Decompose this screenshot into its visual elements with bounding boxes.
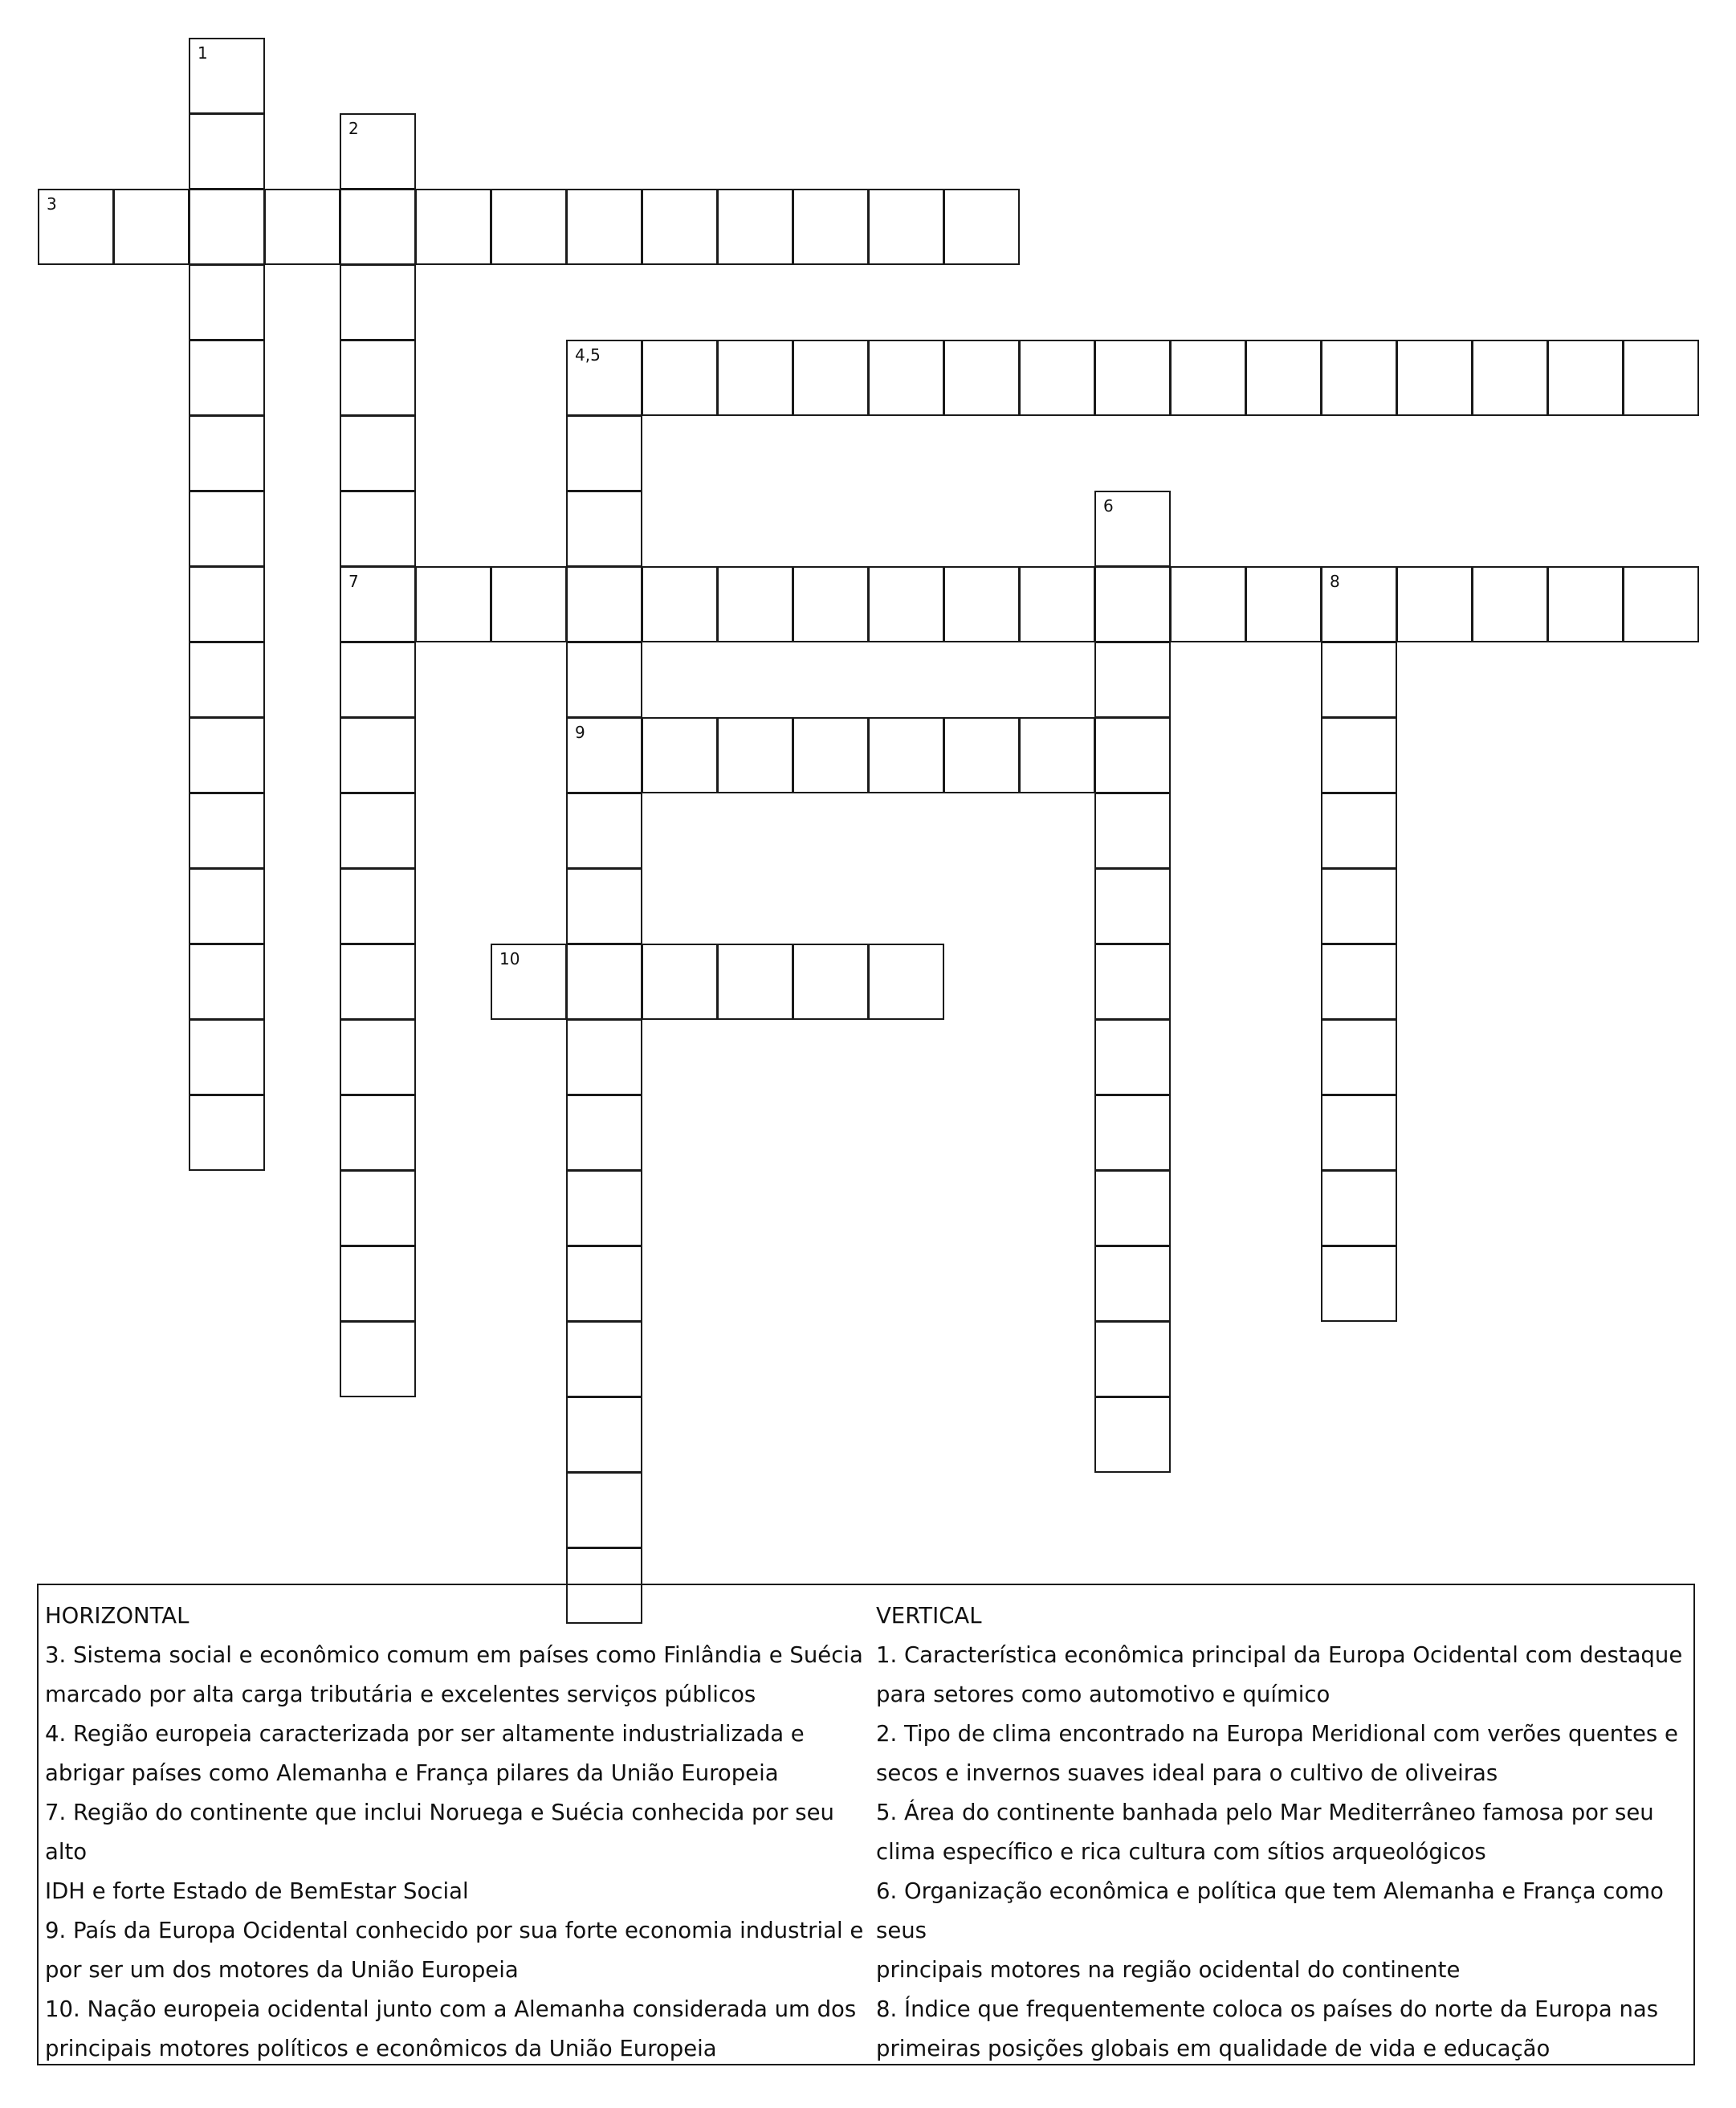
grid-cell[interactable]	[189, 340, 265, 416]
clue-number: 4,5	[575, 345, 601, 365]
grid-cell[interactable]	[1321, 944, 1397, 1020]
grid-cell[interactable]	[1321, 1019, 1397, 1095]
grid-cell[interactable]	[189, 415, 265, 491]
grid-cell[interactable]	[189, 491, 265, 567]
clue-line: 9. País da Europa Ocidental conhecido por sua forte economia industrial e	[45, 1918, 864, 1943]
grid-cell[interactable]	[1094, 1095, 1171, 1171]
grid-cell[interactable]	[566, 944, 642, 1020]
grid-cell[interactable]	[566, 566, 642, 642]
grid-cell[interactable]	[642, 189, 718, 265]
grid-cell[interactable]	[566, 1321, 642, 1397]
grid-cell[interactable]	[566, 793, 642, 869]
clue-line: 3. Sistema social e econômico comum em países como Finlândia e Suécia	[45, 1642, 863, 1668]
grid-cell[interactable]	[1094, 944, 1171, 1020]
grid-cell[interactable]	[189, 944, 265, 1020]
grid-cell[interactable]	[793, 717, 869, 793]
vertical-heading: VERTICAL	[876, 1603, 982, 1629]
grid-cell[interactable]	[566, 491, 642, 567]
grid-cell[interactable]	[340, 189, 416, 265]
grid-cell[interactable]	[566, 1170, 642, 1246]
grid-cell[interactable]	[340, 1019, 416, 1095]
grid-cell[interactable]	[491, 944, 567, 1020]
grid-cell[interactable]	[189, 38, 265, 114]
grid-cell[interactable]	[189, 1019, 265, 1095]
grid-cell[interactable]	[340, 1170, 416, 1246]
grid-cell[interactable]	[1094, 793, 1171, 869]
grid-cell[interactable]	[1623, 566, 1699, 642]
clue-line: IDH e forte Estado de BemEstar Social	[45, 1878, 469, 1904]
clue-line: 1. Característica econômica principal da Europa Ocidental com destaque	[876, 1642, 1683, 1668]
grid-cell[interactable]	[717, 189, 793, 265]
grid-cell[interactable]	[1094, 1321, 1171, 1397]
clue-line: 4. Região europeia caracterizada por ser altamente industrializada e	[45, 1721, 805, 1747]
grid-cell[interactable]	[943, 717, 1020, 793]
clue-line: marcado por alta carga tributária e excelentes serviços públicos	[45, 1682, 756, 1707]
grid-cell[interactable]	[868, 717, 944, 793]
grid-cell[interactable]	[1547, 566, 1624, 642]
grid-cell[interactable]	[415, 566, 491, 642]
grid-cell[interactable]	[1019, 717, 1095, 793]
grid-cell[interactable]	[189, 868, 265, 944]
grid-cell[interactable]	[1094, 1170, 1171, 1246]
grid-cell[interactable]	[340, 1321, 416, 1397]
clue-number: 9	[575, 723, 585, 742]
grid-cell[interactable]	[566, 642, 642, 718]
clue-number: 1	[198, 43, 208, 63]
grid-cell[interactable]	[642, 566, 718, 642]
grid-cell[interactable]	[566, 1095, 642, 1171]
grid-cell[interactable]	[1321, 868, 1397, 944]
clues-box	[37, 1584, 1695, 2065]
clue-line: 7. Região do continente que inclui Noruega e Suécia conhecida por seu alto	[45, 1800, 834, 1865]
grid-cell[interactable]	[340, 415, 416, 491]
grid-cell[interactable]	[868, 566, 944, 642]
grid-cell[interactable]	[1547, 340, 1624, 416]
grid-cell[interactable]	[1094, 1396, 1171, 1473]
grid-cell[interactable]	[1321, 717, 1397, 793]
vertical-clues	[876, 1596, 1695, 2069]
grid-cell[interactable]	[264, 189, 340, 265]
grid-cell[interactable]	[642, 944, 718, 1020]
grid-cell[interactable]	[642, 340, 718, 416]
grid-cell[interactable]	[189, 566, 265, 642]
grid-cell[interactable]	[189, 189, 265, 265]
grid-cell[interactable]	[415, 189, 491, 265]
grid-cell[interactable]	[1245, 340, 1322, 416]
grid-cell[interactable]	[566, 340, 642, 416]
grid-cell[interactable]	[566, 868, 642, 944]
grid-cell[interactable]	[793, 189, 869, 265]
clue-line: primeiras posições globais em qualidade de vida e educação	[876, 2036, 1551, 2061]
grid-cell[interactable]	[566, 1019, 642, 1095]
grid-cell[interactable]	[1094, 566, 1171, 642]
grid-cell[interactable]	[1094, 1019, 1171, 1095]
grid-cell[interactable]	[1321, 1095, 1397, 1171]
grid-cell[interactable]	[793, 340, 869, 416]
grid-cell[interactable]	[1094, 1246, 1171, 1322]
grid-cell[interactable]	[38, 189, 114, 265]
grid-cell[interactable]	[491, 566, 567, 642]
grid-cell[interactable]	[1396, 340, 1473, 416]
grid-cell[interactable]	[1472, 340, 1548, 416]
grid-cell[interactable]	[340, 944, 416, 1020]
grid-cell[interactable]	[189, 642, 265, 718]
clue-line: abrigar países como Alemanha e França pilares da União Europeia	[45, 1760, 779, 1786]
grid-cell[interactable]	[340, 868, 416, 944]
grid-cell[interactable]	[1321, 793, 1397, 869]
grid-cell[interactable]	[340, 113, 416, 190]
grid-cell[interactable]	[566, 189, 642, 265]
clue-line: 6. Organização econômica e política que tem Alemanha e França como seus	[876, 1878, 1664, 1943]
grid-cell[interactable]	[868, 340, 944, 416]
grid-cell[interactable]	[189, 264, 265, 340]
clue-line: 2. Tipo de clima encontrado na Europa Meridional com verões quentes e	[876, 1721, 1678, 1747]
grid-cell[interactable]	[189, 717, 265, 793]
grid-cell[interactable]	[566, 717, 642, 793]
clue-line: secos e invernos suaves ideal para o cultivo de oliveiras	[876, 1760, 1498, 1786]
clue-number: 8	[1330, 572, 1340, 591]
grid-cell[interactable]	[566, 1472, 642, 1548]
clue-number: 10	[499, 949, 520, 968]
grid-cell[interactable]	[1094, 717, 1171, 793]
grid-cell[interactable]	[868, 189, 944, 265]
grid-cell[interactable]	[943, 340, 1020, 416]
grid-cell[interactable]	[113, 189, 189, 265]
grid-cell[interactable]	[1094, 868, 1171, 944]
grid-cell[interactable]	[1321, 1170, 1397, 1246]
horizontal-heading: HORIZONTAL	[45, 1603, 189, 1629]
grid-cell[interactable]	[1019, 340, 1095, 416]
clue-line: para setores como automotivo e químico	[876, 1682, 1331, 1707]
grid-cell[interactable]	[1094, 340, 1171, 416]
grid-cell[interactable]	[1623, 340, 1699, 416]
clue-line: 5. Área do continente banhada pelo Mar Mediterrâneo famosa por seu	[876, 1800, 1654, 1825]
grid-cell[interactable]	[1094, 491, 1171, 567]
grid-cell[interactable]	[189, 1095, 265, 1171]
clue-number: 3	[47, 194, 57, 214]
clue-number: 6	[1103, 496, 1114, 516]
grid-cell[interactable]	[340, 1246, 416, 1322]
grid-cell[interactable]	[793, 566, 869, 642]
grid-cell[interactable]	[717, 566, 793, 642]
grid-cell[interactable]	[717, 717, 793, 793]
grid-cell[interactable]	[1321, 566, 1397, 642]
grid-cell[interactable]	[1245, 566, 1322, 642]
clue-line: clima específico e rica cultura com sítios arqueológicos	[876, 1839, 1486, 1865]
grid-cell[interactable]	[340, 340, 416, 416]
grid-cell[interactable]	[1094, 642, 1171, 718]
grid-cell[interactable]	[717, 340, 793, 416]
horizontal-clues	[45, 1596, 864, 2069]
grid-cell[interactable]	[793, 944, 869, 1020]
grid-cell[interactable]	[943, 566, 1020, 642]
grid-cell[interactable]	[340, 717, 416, 793]
grid-cell[interactable]	[566, 1396, 642, 1473]
grid-cell[interactable]	[340, 793, 416, 869]
grid-cell[interactable]	[1396, 566, 1473, 642]
clue-number: 2	[348, 119, 359, 138]
grid-cell[interactable]	[1321, 1246, 1397, 1322]
grid-cell[interactable]	[340, 566, 416, 642]
grid-cell[interactable]	[566, 415, 642, 491]
grid-cell[interactable]	[340, 264, 416, 340]
grid-cell[interactable]	[868, 944, 944, 1020]
grid-cell[interactable]	[189, 113, 265, 190]
grid-cell[interactable]	[1019, 566, 1095, 642]
grid-cell[interactable]	[943, 189, 1020, 265]
grid-cell[interactable]	[1321, 642, 1397, 718]
grid-cell[interactable]	[1170, 566, 1246, 642]
grid-cell[interactable]	[491, 189, 567, 265]
clue-number: 7	[348, 572, 359, 591]
clue-line: principais motores políticos e econômicos da União Europeia	[45, 2036, 717, 2061]
clue-line: 10. Nação europeia ocidental junto com a Alemanha considerada um dos	[45, 1996, 857, 2022]
grid-cell[interactable]	[340, 491, 416, 567]
clue-line: 8. Índice que frequentemente coloca os países do norte da Europa nas	[876, 1996, 1659, 2022]
grid-cell[interactable]	[642, 717, 718, 793]
grid-cell[interactable]	[1321, 340, 1397, 416]
clue-line: principais motores na região ocidental do continente	[876, 1957, 1461, 1983]
grid-cell[interactable]	[340, 642, 416, 718]
grid-cell[interactable]	[189, 793, 265, 869]
grid-cell[interactable]	[1170, 340, 1246, 416]
grid-cell[interactable]	[717, 944, 793, 1020]
grid-cell[interactable]	[1472, 566, 1548, 642]
grid-cell[interactable]	[566, 1246, 642, 1322]
grid-cell[interactable]	[340, 1095, 416, 1171]
clue-line: por ser um dos motores da União Europeia	[45, 1957, 519, 1983]
